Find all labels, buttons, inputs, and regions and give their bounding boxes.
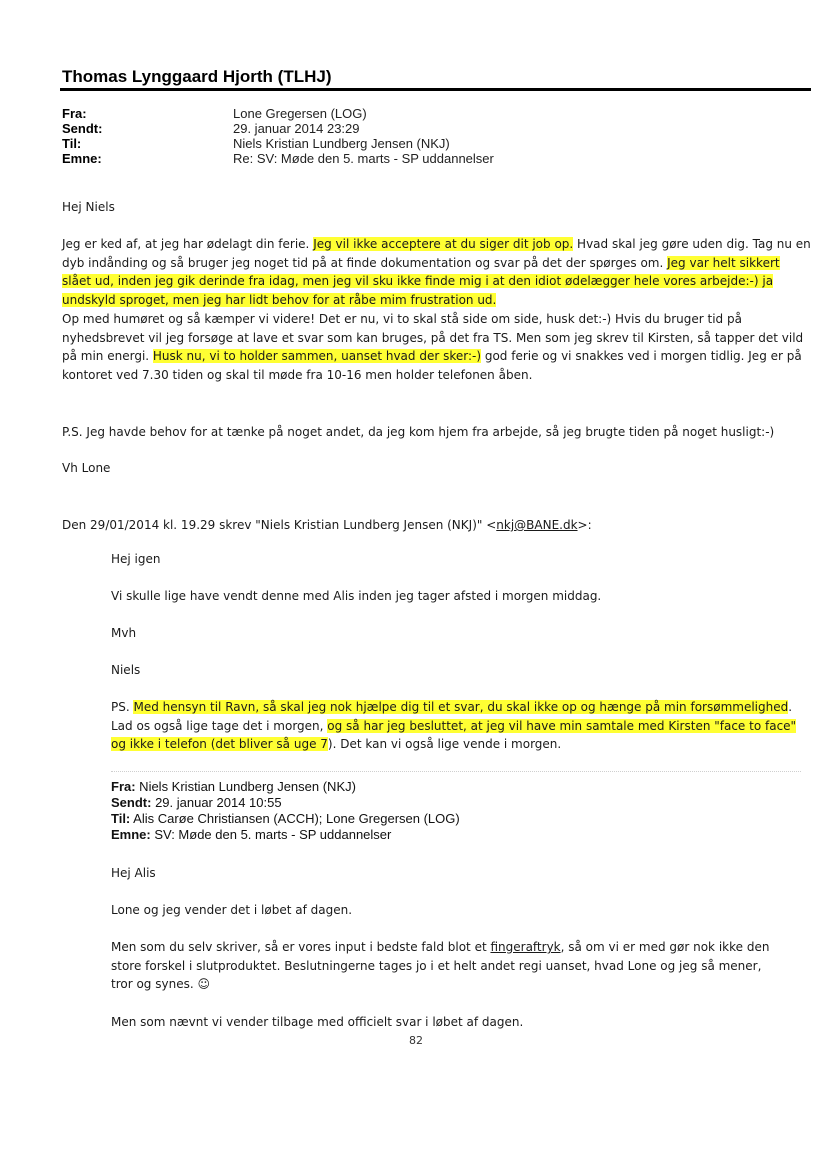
header-to-label: Til: — [62, 136, 82, 151]
reply-paragraph-1 — [62, 235, 811, 309]
quote-paragraph-1: Vi skulle lige have vendt denne med Alis inden jeg tager afsted i morgen middag. — [111, 589, 602, 603]
forward-subject-label: Emne: — [111, 827, 151, 842]
forward-to-value: Alis Carøe Christiansen (ACCH); Lone Gregersen (LOG) — [130, 811, 460, 826]
header-to-value: Niels Kristian Lundberg Jensen (NKJ) — [233, 136, 450, 151]
reply-signature: Vh Lone — [62, 461, 111, 475]
forward-sent-value: 29. januar 2014 10:55 — [151, 795, 282, 810]
forward-sent — [111, 795, 282, 811]
quote-ps-highlight-2: og så har jeg besluttet, at jeg vil have min samtale med Kirsten "face to face" og ikke i telefon (det bliver så uge 7 — [111, 718, 797, 751]
quote-ps-highlight-1: Med hensyn til Ravn, så skal jeg nok hjælpe dig til et svar, du skal ikke op og hænge på min forsømmelighed — [133, 700, 789, 714]
forward-paragraph-3: Men som nævnt vi vender tilbage med officielt svar i løbet af dagen. — [111, 1015, 524, 1029]
reply-p1-highlight-1: Jeg vil ikke acceptere at du siger dit job op. — [313, 237, 574, 251]
header-sent-value: 29. januar 2014 23:29 — [233, 121, 360, 136]
header-subject-value: Re: SV: Møde den 5. marts - SP uddannelser — [233, 151, 494, 166]
forward-to — [111, 811, 460, 827]
reply-p1-text-b: Hvad skal jeg gøre uden dig. Tag nu en dyb indånding og så bruger jeg noget tid på at finde dokumentation og svar på det der spørges om. — [62, 237, 811, 270]
quote-ps-text-b: . Lad os også lige tage det i morgen, — [111, 700, 793, 733]
quote-intro-text: Den 29/01/2014 kl. 19.29 skrev "Niels Kristian Lundberg Jensen (NKJ)" < — [62, 518, 497, 532]
sender-email-link[interactable]: nkj@BANE.dk — [496, 518, 578, 532]
reply-paragraph-2 — [62, 310, 811, 384]
reply-p1-text-a: Jeg er ked af, at jeg har ødelagt din ferie. — [62, 237, 314, 251]
forward-to-label: Til: — [111, 811, 131, 826]
quote-postscript — [111, 698, 801, 754]
forward-paragraph-2 — [111, 938, 771, 994]
quote-separator — [111, 771, 801, 772]
reply-p2-highlight: Husk nu, vi to holder sammen, uanset hvad der sker:-) — [152, 349, 482, 363]
quote-name: Niels — [111, 663, 141, 677]
header-sent-label: Sendt: — [62, 121, 103, 136]
reply-postscript: P.S. Jeg havde behov for at tænke på noget andet, da jeg kom hjem fra arbejde, så jeg brugte tiden på noget husligt:-) — [62, 425, 775, 439]
quote-ps-text-c: ). Det kan vi også lige vende i morgen. — [327, 737, 562, 751]
forward-greeting: Hej Alis — [111, 866, 156, 880]
forward-from-value: Niels Kristian Lundberg Jensen (NKJ) — [135, 779, 356, 794]
quote-closing: Mvh — [111, 626, 137, 640]
forward-from — [111, 779, 356, 795]
quote-intro — [62, 516, 811, 535]
quote-greeting: Hej igen — [111, 552, 161, 566]
header-subject-label: Emne: — [62, 151, 102, 166]
reply-greeting: Hej Niels — [62, 200, 115, 214]
header-from-label: Fra: — [62, 106, 87, 121]
reply-p1-highlight-2: Jeg var helt sikkert slået ud, inden jeg gik derinde fra idag, men jeg vil sku ikke finde mig i at den idiot ødelægger hele vores arbejde:-) ja undskyld sproget, men jeg har lidt behov for at råbe mim frustration ud. — [62, 255, 780, 307]
mailbox-owner-name: Thomas Lynggaard Hjorth (TLHJ) — [62, 67, 332, 86]
forward-p2-text-b: , så om vi er med gør nok ikke den store forskel i slutproduktet. Beslutningerne tages jo i et helt andet regi uanset, hvad Lone og jeg så mener, tror og synes. ☺ — [111, 940, 770, 991]
forward-paragraph-1: Lone og jeg vender det i løbet af dagen. — [111, 903, 353, 917]
quote-intro-end: >: — [577, 518, 592, 532]
header-from-value: Lone Gregersen (LOG) — [233, 106, 367, 121]
quote-ps-text-a: PS. — [111, 700, 134, 714]
reply-p2-text-b: god ferie og vi snakkes ved i morgen tidlig. Jeg er på kontoret ved 7.30 tiden og skal til møde fra 10-16 men holder telefonen åben. — [62, 349, 802, 382]
page-number: 82 — [409, 1034, 423, 1047]
forward-p2-text-a: Men som du selv skriver, så er vores input i bedste fald blot et — [111, 940, 491, 954]
forward-subject — [111, 827, 391, 843]
forward-from-label: Fra: — [111, 779, 136, 794]
forward-sent-label: Sendt: — [111, 795, 152, 810]
reply-p2-text-a: Op med humøret og så kæmper vi videre! Det er nu, vi to skal stå side om side, husk det:-) Hvis du bruger tid på nyhedsbrevet vil jeg forsøge at lave et svar som kan bruges, på det fra TS. Men som jeg skrev til Kirsten, så tapper det vild på min energi. — [62, 312, 804, 363]
fingerprint-link[interactable]: fingeraftryk — [490, 940, 561, 954]
forward-subject-value: SV: Møde den 5. marts - SP uddannelser — [150, 827, 392, 842]
header-rule — [60, 88, 811, 91]
